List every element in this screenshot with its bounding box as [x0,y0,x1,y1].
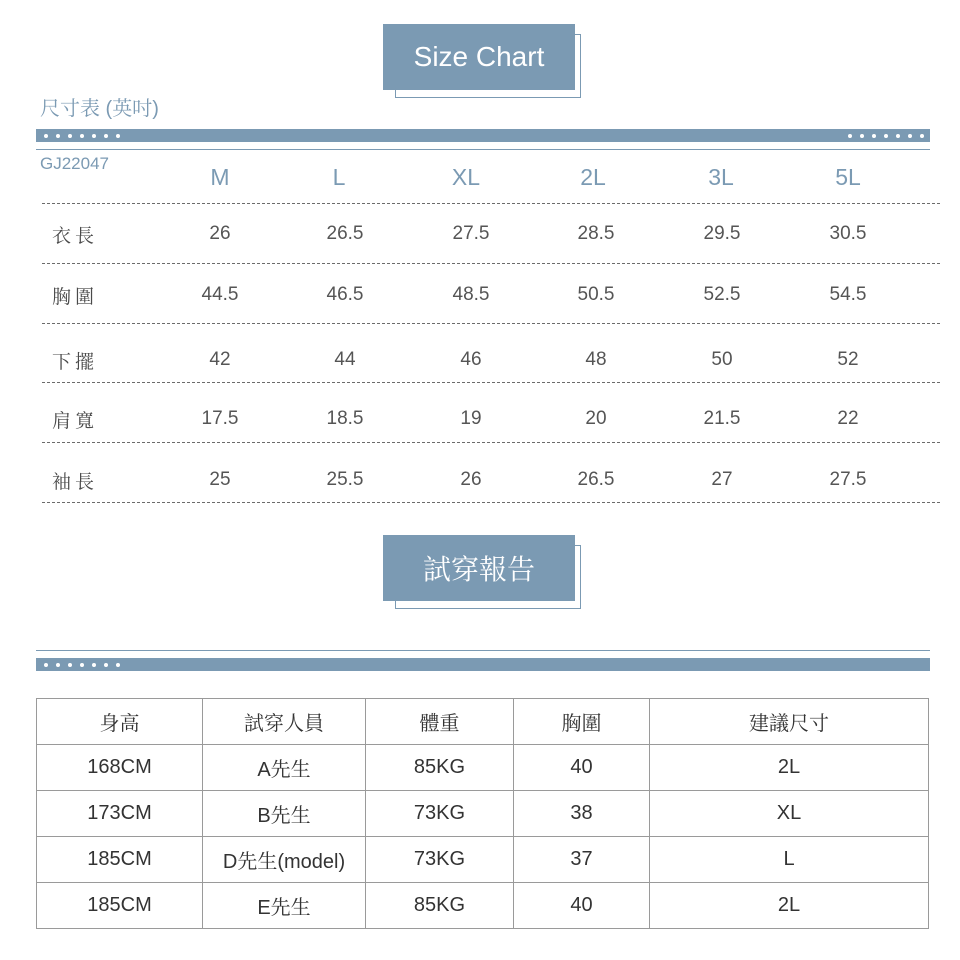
header-height: 身高 [37,699,203,745]
table-cell: 26.5 [326,223,364,244]
table-header-row [37,699,929,745]
table-row [37,883,929,929]
size-header-m: M [210,164,230,190]
size-chart-title-box [383,24,575,90]
table-cell: 2L [650,745,929,791]
table-cell: 25.5 [326,469,364,490]
fitting-report-header-bar [36,658,930,671]
table-cell: 46 [460,349,482,370]
table-cell: 40 [514,745,650,791]
table-cell: 38 [514,791,650,837]
left-dots [44,658,120,671]
table-cell: 46.5 [326,284,364,305]
table-cell: XL [650,791,929,837]
row-label-length: 衣長 [52,225,99,247]
row-divider [42,382,940,383]
table-cell: L [650,837,929,883]
table-cell: 20 [585,408,607,429]
size-header-5l: 5L [835,164,861,190]
table-cell: 27 [711,469,733,490]
size-header-3l: 3L [708,164,734,190]
row-divider [42,442,940,443]
report-top-line [36,650,930,651]
table-row [37,791,929,837]
table-cell: 21.5 [703,408,741,429]
header-underline [36,149,930,150]
table-cell: 30.5 [829,223,867,244]
table-cell: 48 [585,349,607,370]
row-divider [42,323,940,324]
table-cell: 48.5 [452,284,490,305]
size-header-l: L [332,164,346,190]
size-chart-title: Size Chart [383,24,575,90]
table-cell: 17.5 [201,408,239,429]
size-header-2l: 2L [580,164,606,190]
table-cell: A先生 [203,745,366,791]
table-cell: 185CM [37,883,203,929]
table-cell: 27.5 [452,223,490,244]
table-row [37,837,929,883]
table-cell: 52.5 [703,284,741,305]
table-cell: 28.5 [577,223,615,244]
fitting-report-title: 試穿報告 [383,535,575,601]
fitting-report-table [36,698,929,929]
table-cell: 26 [209,223,231,244]
table-cell: 26.5 [577,469,615,490]
size-header-xl: XL [451,164,481,190]
table-cell: 54.5 [829,284,867,305]
table-cell: 168CM [37,745,203,791]
header-weight: 體重 [366,699,514,745]
size-chart-subtitle: 尺寸表 (英吋) [40,98,159,120]
size-chart-header-bar [36,129,930,142]
table-cell: 52 [837,349,859,370]
left-dots [44,129,120,142]
row-divider [42,263,940,264]
table-cell: D先生(model) [203,837,366,883]
header-recommended-size: 建議尺寸 [650,699,929,745]
table-cell: 173CM [37,791,203,837]
table-cell: 37 [514,837,650,883]
table-cell: 73KG [366,837,514,883]
row-label-hem: 下擺 [52,351,99,373]
row-label-shoulder: 肩寬 [52,410,99,432]
table-cell: 26 [460,469,482,490]
fitting-report-title-box [383,535,575,601]
table-cell: 85KG [366,745,514,791]
table-cell: 42 [209,349,231,370]
table-cell: 44 [334,349,356,370]
table-cell: 40 [514,883,650,929]
header-tester: 試穿人員 [203,699,366,745]
right-dots [848,129,924,142]
table-cell: 2L [650,883,929,929]
table-row [37,745,929,791]
table-cell: 85KG [366,883,514,929]
row-divider [42,502,940,503]
table-cell: 19 [460,408,482,429]
table-cell: E先生 [203,883,366,929]
table-cell: 50 [711,349,733,370]
table-cell: 29.5 [703,223,741,244]
table-cell: 27.5 [829,469,867,490]
header-chest: 胸圍 [514,699,650,745]
table-cell: 44.5 [201,284,239,305]
row-divider [42,203,940,204]
row-label-chest: 胸圍 [52,286,99,308]
table-cell: 22 [837,408,859,429]
row-label-sleeve: 袖長 [52,471,99,493]
table-cell: 50.5 [577,284,615,305]
table-cell: 18.5 [326,408,364,429]
product-code: GJ22047 [40,154,109,173]
table-cell: 25 [209,469,231,490]
table-cell: 185CM [37,837,203,883]
table-cell: 73KG [366,791,514,837]
table-cell: B先生 [203,791,366,837]
